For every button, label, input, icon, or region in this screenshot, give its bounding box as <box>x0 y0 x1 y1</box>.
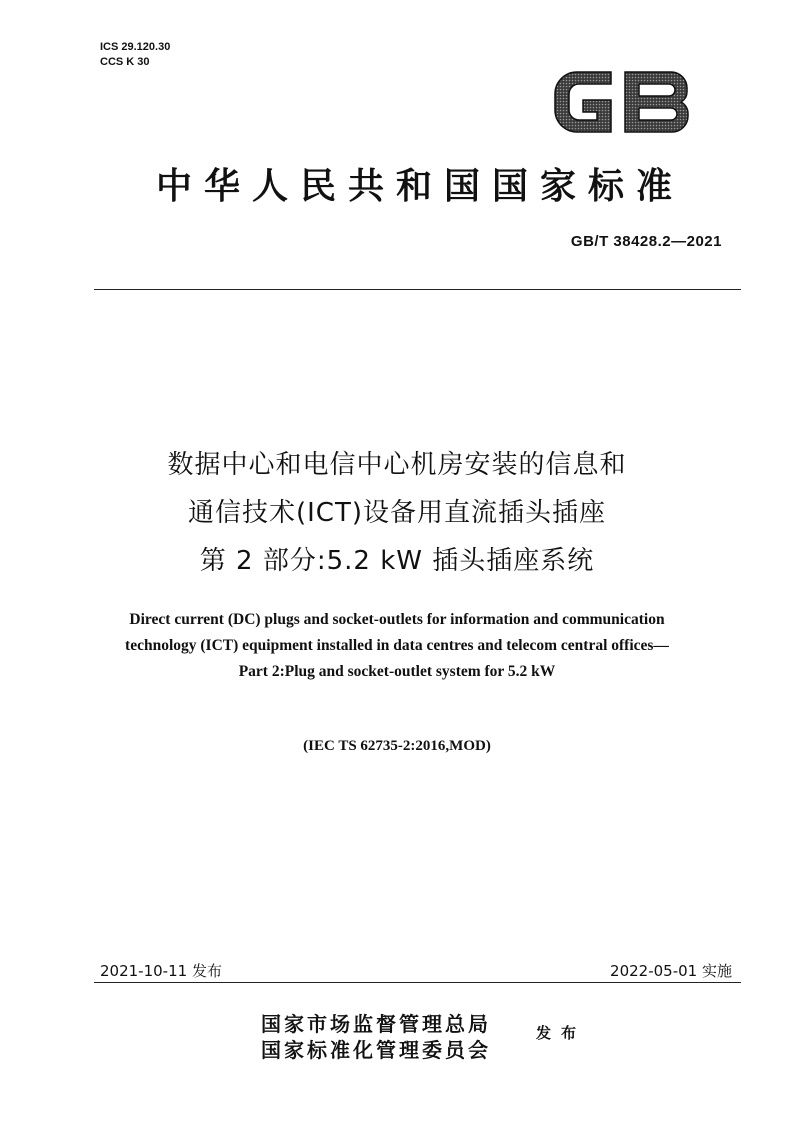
national-standard-heading: 中华人民共和国国家标准 <box>155 166 684 207</box>
implementation-date: 2022-05-01 实施 <box>610 962 732 980</box>
ccs-code: CCS K 30 <box>100 56 150 68</box>
issuer-samr: 国家市场监督管理总局 <box>261 1012 491 1036</box>
gb-logo <box>541 58 699 146</box>
cn-title-line-1: 数据中心和电信中心机房安装的信息和 <box>167 450 627 480</box>
logo-text: GB <box>619 145 621 146</box>
top-divider <box>94 289 741 290</box>
en-title-line-1: Direct current (DC) plugs and socket-outlets for information and communication <box>129 611 665 628</box>
bottom-divider <box>94 982 741 983</box>
standard-number: GB/T 38428.2—2021 <box>570 233 722 250</box>
iec-equivalence: (IEC TS 62735-2:2016,MOD) <box>303 738 491 754</box>
classification-codes <box>100 40 170 70</box>
issuer-sac: 国家标准化管理委员会 <box>261 1038 491 1062</box>
en-title-line-2: technology (ICT) equipment installed in data centres and telecom central offices— <box>125 637 669 654</box>
en-title-line-3: Part 2:Plug and socket-outlet system for 5.2 kW <box>238 663 556 680</box>
ics-code: ICS 29.120.30 <box>100 41 171 53</box>
cn-title-line-2: 通信技术(ICT)设备用直流插头插座 <box>188 498 606 528</box>
cn-title-line-3: 第 2 部分:5.2 kW 插头插座系统 <box>199 546 595 576</box>
issue-date: 2021-10-11 发布 <box>100 962 222 980</box>
issue-label: 发布 <box>536 1024 587 1042</box>
